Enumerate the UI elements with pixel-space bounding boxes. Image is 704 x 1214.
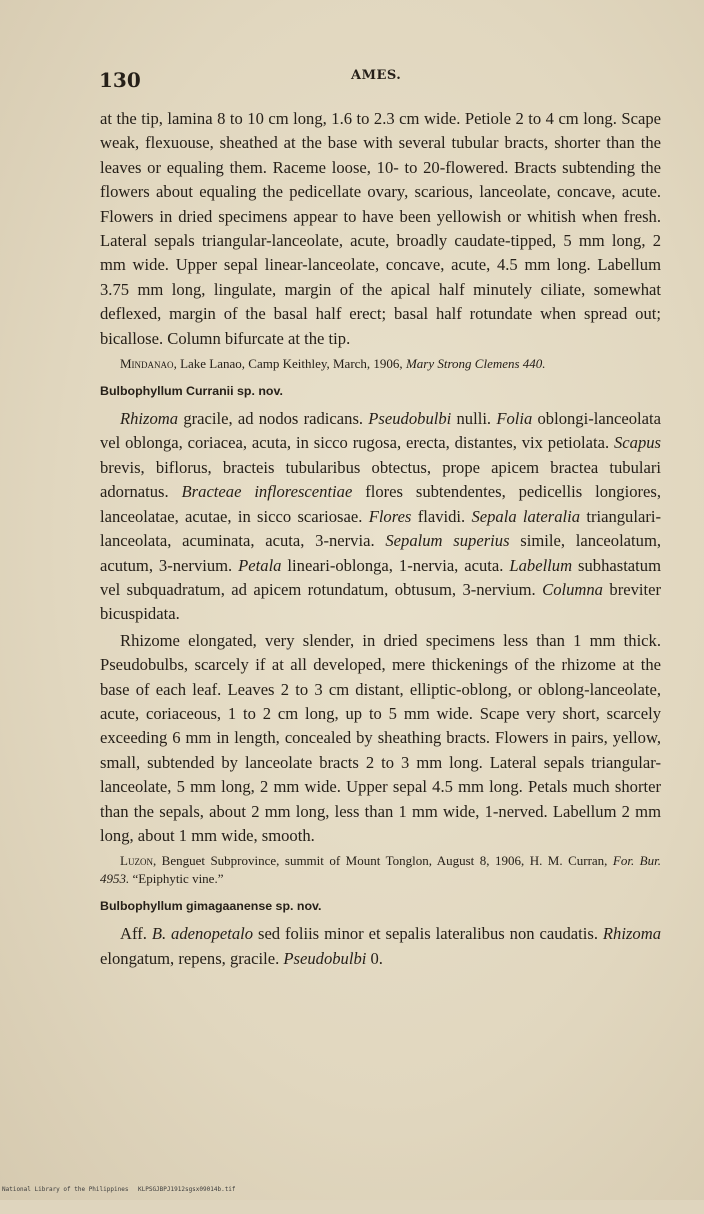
- latin-term: Pseudobulbi: [368, 409, 452, 429]
- latin-term: Petala: [238, 555, 282, 575]
- latin-text: gracile, ad nodos radicans.: [178, 409, 369, 429]
- latin-text: 0.: [366, 948, 383, 968]
- latin-term: Pseudobulbi: [283, 948, 367, 968]
- latin-term: Scapus: [613, 433, 661, 453]
- latin-term: Bracteae inflorescentiae: [181, 482, 353, 502]
- latin-term: Flores: [368, 506, 412, 526]
- habitat-quote: “Epiphytic vine.”: [129, 871, 224, 887]
- description-paragraph-continued: at the tip, lamina 8 to 10 cm long, 1.6 to 2.3 cm wide. Petiole 2 to 4 cm long. Scape weak, flexuouse, sheathed at the base with several tubular bracts, shorter than the leaves or equaling them. Raceme loose, 10- to 20-flowered. Bracts subtending the flowers about equaling the pedicellate ovary, scarious, lanceolate, concave, acute. Flowers in dried specimens appear to have been yellowish or whitish when fresh. Lateral sepals triangular-lanceolate, acute, broadly caudate-tipped, 5 mm long, 2 mm wide. Upper sepal linear-lanceolate, concave, acute, 4.5 mm long. Labellum 3.75 mm long, lingulate, margin of the apical half minutely ciliate, somewhat deflexed, margin of the basal half erect; basal half rotundate when spread out; bicallose. Column bifurcate at the tip.: [100, 109, 661, 348]
- page-number: 130: [99, 68, 141, 92]
- running-head: AMES.: [351, 68, 402, 83]
- latin-term: Sepalum superius: [385, 531, 510, 551]
- latin-text: simile, lanceolatum, acutum, 3-nervium.: [100, 531, 662, 575]
- locality-name: Mindanao: [120, 356, 174, 372]
- latin-text: sed foliis minor et sepalis lateralibus non caudatis.: [253, 924, 603, 944]
- scan-file-id: KLPSGJBPJ1912sgsx09014b.tif: [138, 1186, 236, 1193]
- latin-text: flores subtendentes, pedicellis longiores, lanceolatae, acutae, in sicco scariosae.: [100, 482, 661, 526]
- latin-text: elongatum, repens, gracile.: [100, 948, 284, 968]
- latin-term: Columna: [542, 579, 603, 599]
- latin-term: Rhizoma: [120, 409, 179, 429]
- specimen-citation-luzon: [100, 852, 661, 888]
- herbarium-reference: For. Bur. 4953.: [100, 853, 661, 887]
- collector-name: Mary Strong Clemens 440.: [405, 356, 546, 372]
- page-header: [99, 68, 659, 92]
- latin-text: oblongi-lanceolata vel oblonga, coriacea, acuta, in sicco rugosa, erecta, distantes, vix petiolata.: [100, 409, 661, 453]
- latin-text: lineari-oblonga, 1-nervia, acuta.: [281, 555, 510, 575]
- latin-term: B. adenopetalo: [151, 924, 254, 944]
- english-description-curranii: Rhizome elongated, very slender, in dried specimens less than 1 mm thick. Pseudobulbs, scarcely if at all developed, mere thickenings of the rhizome at the base of each leaf. Leaves 2 to 3 cm distant, elliptic-oblong, or oblong-lanceolate, acute, coriaceous, 1 to 2 cm long, up to 5 mm wide. Scape very short, scarcely exceeding 6 mm in length, concealed by sheathing bracts. Flowers in pairs, yellow, small, subtended by lanceolate bracts 2 to 3 mm long. Lateral sepals triangular-lanceolate, 5 mm long, 2 mm wide. Upper sepal 4.5 mm long. Petals much shorter than the sepals, about 2 mm long, less than 1 mm wide, 1-nerved. Labellum 2 mm long, about 1 mm wide, smooth.: [100, 630, 661, 845]
- latin-term: Rhizoma: [602, 924, 661, 944]
- latin-term: Folia: [496, 409, 533, 429]
- latin-text: triangulari-lanceolata, acuminata, acuta, 3-nervia.: [100, 506, 661, 551]
- species-heading-curranii: Bulbophyllum Curranii sp. nov.: [100, 384, 283, 399]
- latin-text: nulli.: [451, 409, 497, 429]
- library-credit: National Library of the Philippines: [2, 1186, 129, 1193]
- latin-term: Labellum: [509, 555, 573, 575]
- latin-text: Aff.: [120, 924, 152, 944]
- specimen-citation-mindanao: [100, 355, 661, 373]
- page-body: [100, 107, 661, 971]
- latin-description-gimagaanense: [100, 922, 661, 971]
- latin-description-curranii: [100, 407, 661, 627]
- latin-text: flavidi.: [411, 506, 472, 526]
- latin-term: Sepala lateralia: [471, 506, 581, 526]
- citation-text: , Benguet Subprovince, summit of Mount Tonglon, August 8, 1906, H. M. Curran,: [152, 853, 613, 869]
- species-heading-gimagaanense: Bulbophyllum gimagaanense sp. nov.: [100, 899, 322, 914]
- citation-text: , Lake Lanao, Camp Keithley, March, 1906,: [173, 356, 406, 372]
- latin-text: subhastatum vel subquadratum, ad apicem rotundatum, obtusum, 3-nervium.: [100, 555, 661, 599]
- locality-name: Luzon: [120, 853, 153, 869]
- scan-footer: [2, 1186, 236, 1214]
- latin-text: breviter bicuspidata.: [100, 579, 661, 624]
- latin-text: brevis, biflorus, bracteis tubularibus obtectus, prope apicem bractea tubulari adornatus.: [100, 457, 661, 502]
